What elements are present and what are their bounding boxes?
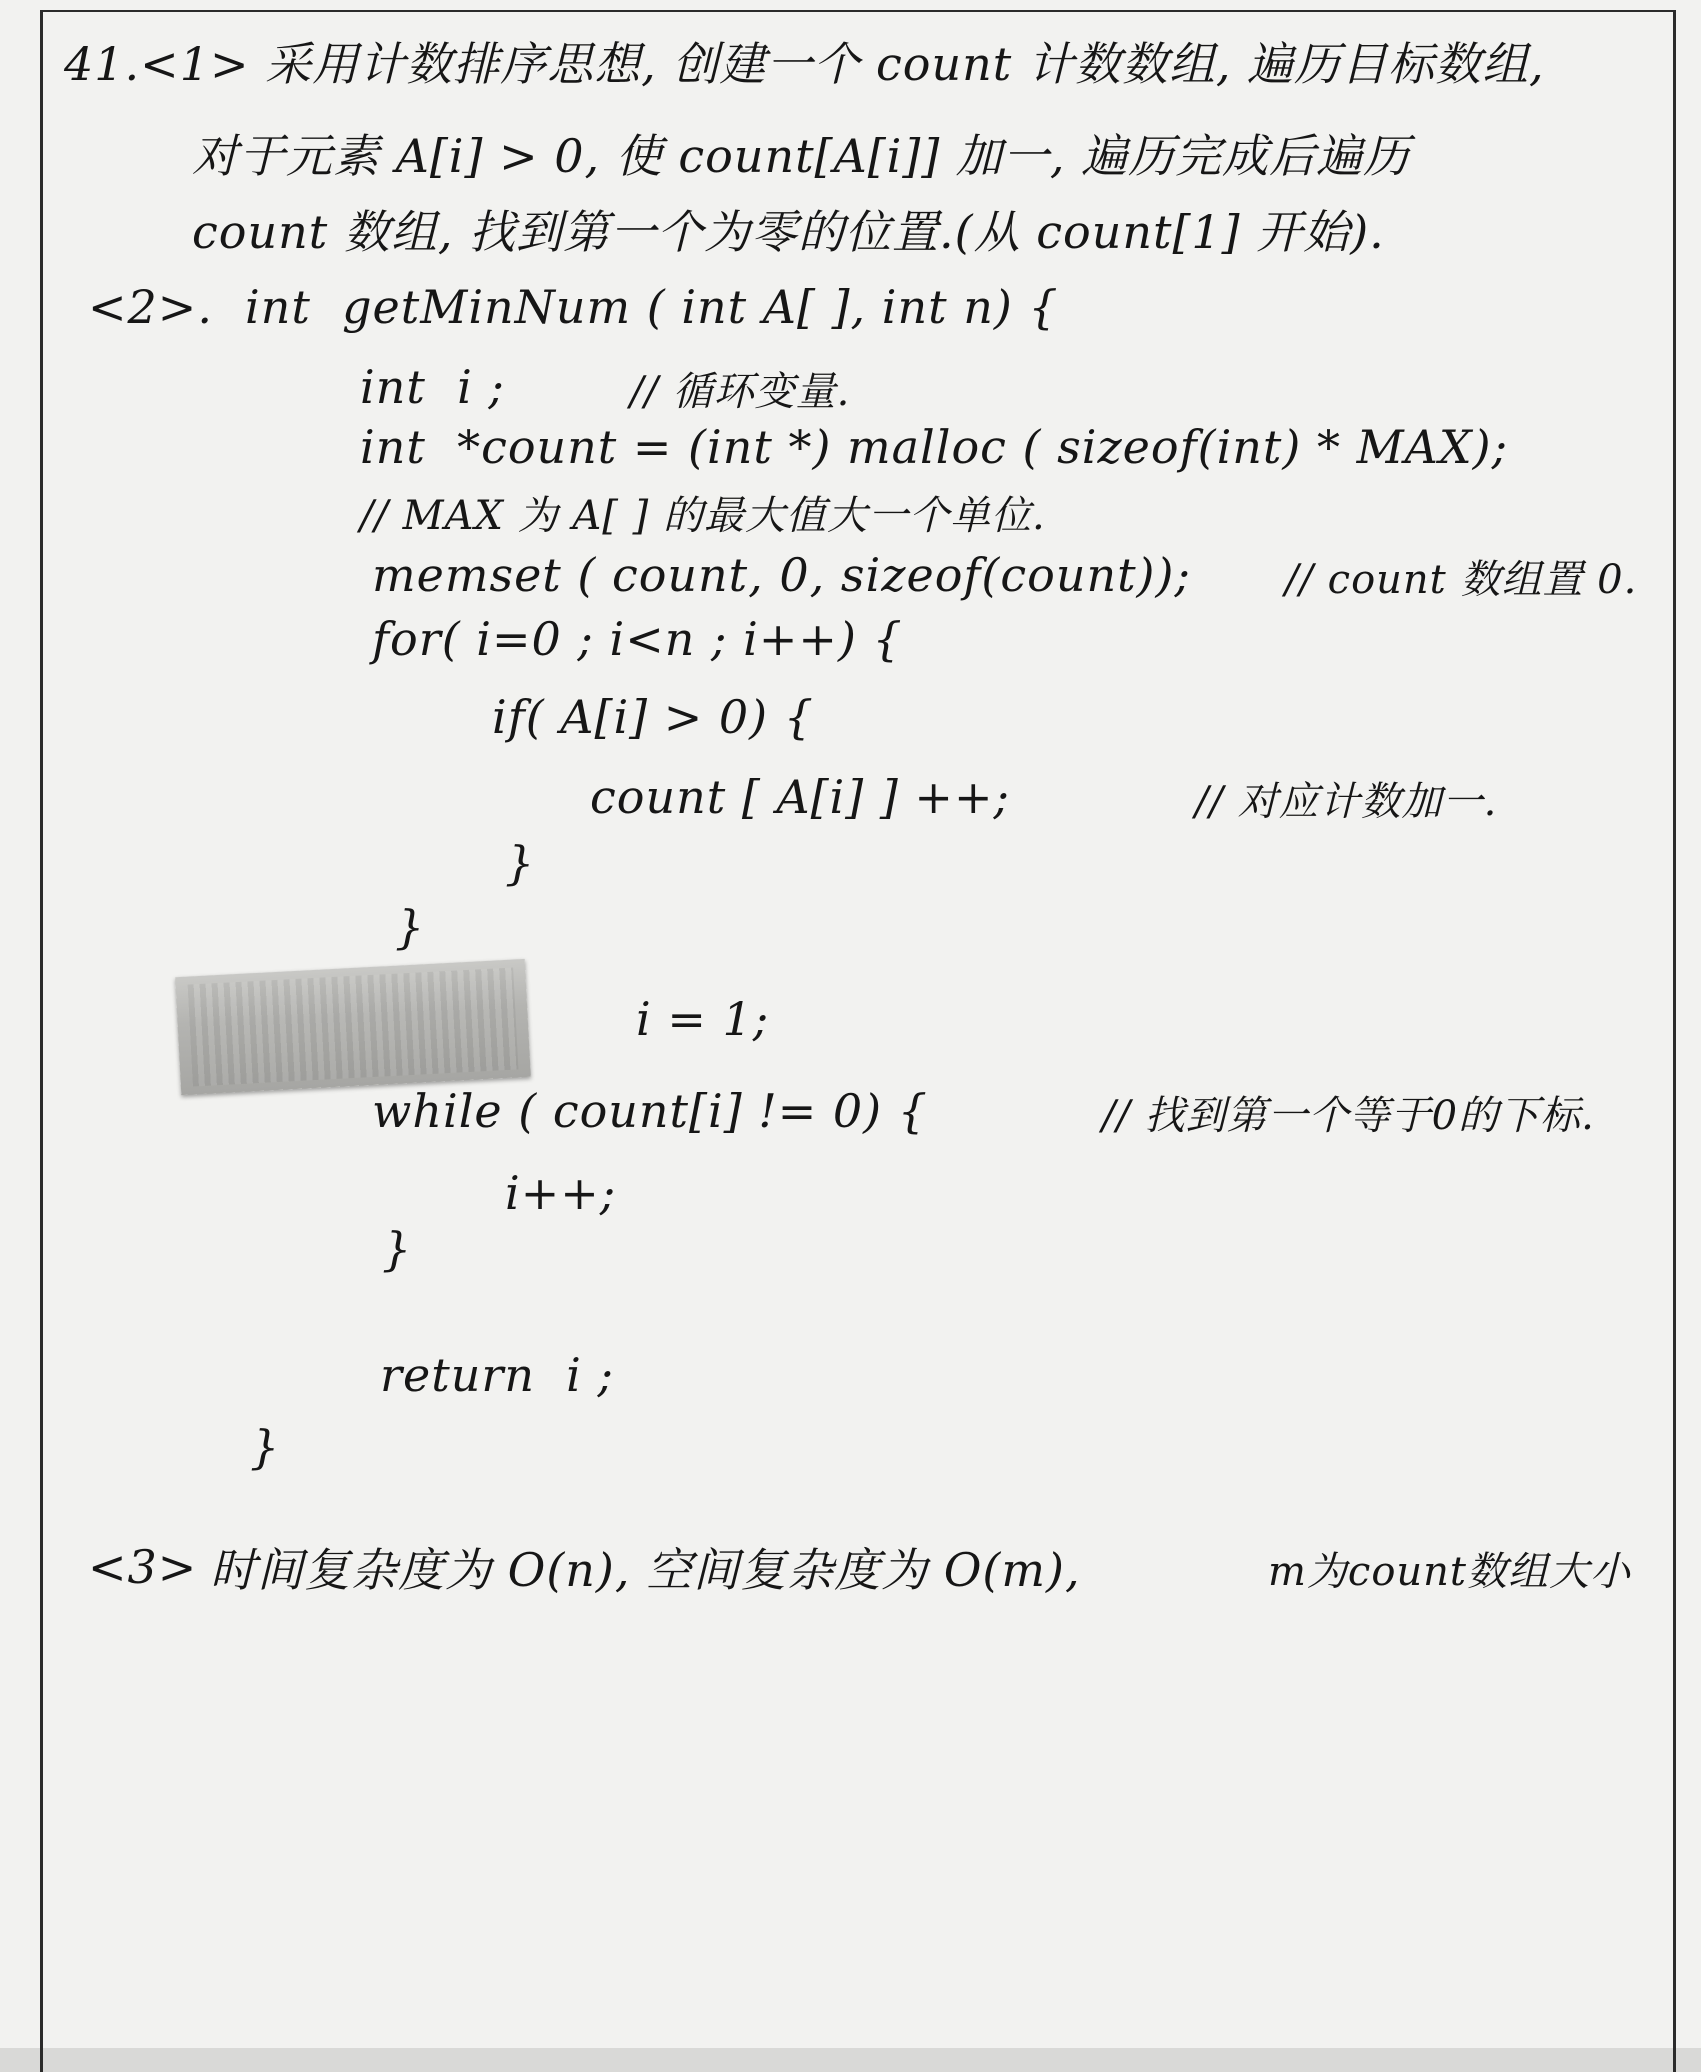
code-line-function-signature: int getMinNum ( int A[ ], int n) { — [245, 280, 1059, 334]
code-line-close-if: } — [505, 836, 536, 890]
code-comment-while: // 找到第一个等于0的下标. — [1102, 1093, 1595, 1139]
code-line-init-i: i = 1; — [636, 992, 770, 1046]
part3-label: <3> — [88, 1540, 198, 1594]
code-line-close-for: } — [395, 900, 426, 954]
code-line-if-positive: if( A[i] > 0) { — [492, 690, 815, 744]
part3-note: m为count数组大小 — [1268, 1549, 1632, 1595]
code-line-memset: memset ( count, 0, sizeof(count)); — [372, 548, 1191, 602]
code-line-for-loop: for( i=0 ; i<n ; i++) { — [372, 612, 903, 666]
code-comment-max: // MAX 为 A[ ] 的最大值大一个单位. — [360, 493, 1046, 539]
code-line-declare-i: int i ; — [360, 360, 505, 414]
code-comment-memset: // count 数组置 0. — [1285, 557, 1638, 603]
code-line-close-while: } — [382, 1222, 413, 1276]
code-line-malloc-count: int *count = (int *) malloc ( sizeof(int) * MAX); — [360, 420, 1509, 474]
part2-label: <2>. — [88, 280, 213, 334]
code-line-i-increment: i++; — [505, 1166, 617, 1220]
part1-line1: 41.<1> 采用计数排序思想, 创建一个 count 计数数组, 遍历目标数组, — [64, 37, 1545, 91]
code-line-close-function: } — [250, 1420, 281, 1474]
code-line-count-increment: count [ A[i] ] ++; — [590, 770, 1010, 824]
part1-line3: count 数组, 找到第一个为零的位置.(从 count[1] 开始). — [192, 205, 1385, 259]
correction-tape-patch — [175, 959, 531, 1095]
code-comment-increment: // 对应计数加一. — [1195, 779, 1498, 825]
part1-line2: 对于元素 A[i] > 0, 使 count[A[i]] 加一, 遍历完成后遍历 — [192, 129, 1411, 183]
part3-complexity: 时间复杂度为 O(n), 空间复杂度为 O(m), — [210, 1543, 1081, 1597]
code-comment-loop-variable: // 循环变量. — [630, 369, 851, 415]
code-line-while-loop: while ( count[i] != 0) { — [372, 1084, 929, 1138]
code-line-return: return i ; — [380, 1348, 615, 1402]
